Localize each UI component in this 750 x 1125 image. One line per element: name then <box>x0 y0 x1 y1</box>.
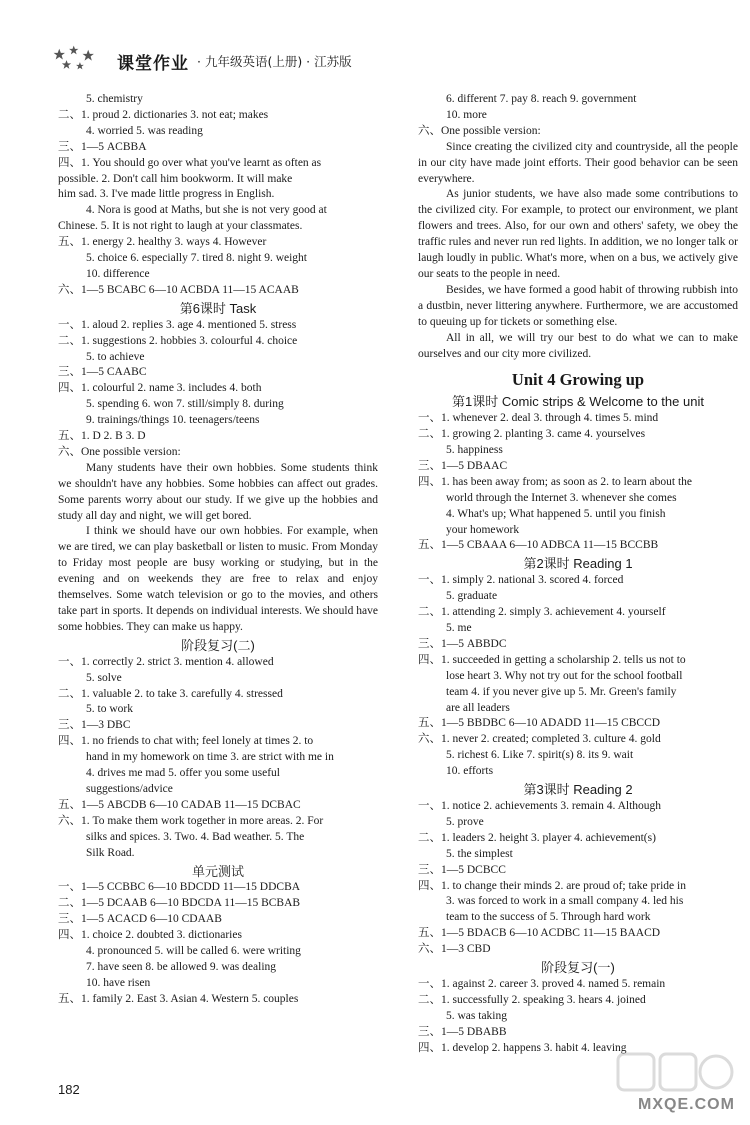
answer-line: suggestions/advice <box>86 782 173 795</box>
answer-line: are all leaders <box>446 701 510 714</box>
answer-line: 一、1—5 CCBBC 6—10 BDCDD 11—15 DDCBA <box>58 881 301 894</box>
answer-line: 5. spending 6. won 7. still/simply 8. during <box>86 398 284 411</box>
answer-line: 二、1. leaders 2. height 3. player 4. achievement(s) <box>418 831 656 844</box>
answer-line: 三、1—5 DBAAC <box>418 459 508 472</box>
answer-line: 三、1—5 ABBDC <box>418 637 507 650</box>
answer-line: 5. to achieve <box>86 350 145 363</box>
answer-line: 5. chemistry <box>86 93 143 105</box>
answer-line: 六、1—5 BCABC 6—10 ACBDA 11—15 ACAAB <box>58 283 299 296</box>
answer-line: 四、1. to change their minds 2. are proud of; take pride in <box>418 879 686 892</box>
section-heading: 阶段复习(二) <box>181 637 255 653</box>
essay-paragraph: All in all, we will try our best to do what we can to make ourselves and our city more civilized. <box>418 331 738 360</box>
answer-line: 10. more <box>446 108 487 121</box>
section-heading: 第6课时 Task <box>179 300 257 316</box>
answer-line: 六、1. never 2. created; completed 3. culture 4. gold <box>418 733 661 746</box>
answer-line: 二、1. proud 2. dictionaries 3. not eat; makes <box>58 108 269 121</box>
answer-line: 五、1—5 BDACB 6—10 ACDBC 11—15 BAACD <box>418 927 661 940</box>
answer-line: 10. difference <box>86 267 150 280</box>
answer-line: 二、1. successfully 2. speaking 3. hears 4. joined <box>418 993 646 1006</box>
answer-line: 5. me <box>446 622 472 634</box>
section-heading: 第3课时 Reading 2 <box>523 782 633 798</box>
answer-line: 二、1—5 DCAAB 6—10 BDCDA 11—15 BCBAB <box>58 897 301 910</box>
essay-paragraph: I think we should have our own hobbies. For example, when we are tired, we can play basketball or listen to music. From Monday to Friday most people are busy working or studying, but in the evening and on weekends they are free to relax and enjoy themselves. Some watch television or go to the movies, and others take part in sports. It depends on individual interests. We should have some hobbies. They can make us happy. <box>58 525 378 633</box>
answer-line: 二、1. attending 2. simply 3. achievement 4. yourself <box>418 606 666 619</box>
answer-line: 三、1—3 DBC <box>58 719 131 732</box>
answer-line: 4. drives me mad 5. offer you some useful <box>86 767 280 780</box>
answer-line: 四、1. colourful 2. name 3. includes 4. both <box>58 382 262 395</box>
answer-line: 五、1—5 CBAAA 6—10 ADBCA 11—15 BCCBB <box>418 539 659 552</box>
answer-line: 9. trainings/things 10. teenagers/teens <box>86 414 260 427</box>
unit-title: Unit 4 Growing up <box>511 370 645 390</box>
page-number: 182 <box>58 1082 80 1097</box>
page-header <box>55 44 352 78</box>
answer-line: team to the success of 5. Through hard work <box>446 911 651 924</box>
answer-line: 六、1. To make them work together in more areas. 2. For <box>58 814 324 827</box>
answer-line: 4. Nora is good at Maths, but she is not very good at <box>86 204 327 217</box>
answer-line: 一、1. simply 2. national 3. scored 4. forced <box>418 574 624 587</box>
answer-line: 一、1. aloud 2. replies 3. age 4. mentioned 5. stress <box>58 318 297 331</box>
answer-line: 5. solve <box>86 671 122 684</box>
answer-line: 三、1—5 DCBCC <box>418 863 506 876</box>
answer-line: 5. richest 6. Like 7. spirit(s) 8. its 9. wait <box>446 749 634 762</box>
answer-line: 五、1. family 2. East 3. Asian 4. Western 5. couples <box>58 992 299 1005</box>
answer-line: 7. have seen 8. be allowed 9. was dealing <box>86 960 277 973</box>
answer-line: 一、1. against 2. career 3. proved 4. named 5. remain <box>418 977 666 990</box>
section-heading: 第1课时 Comic strips & Welcome to the unit <box>452 394 704 410</box>
answer-line: 二、1. suggestions 2. hobbies 3. colourful 4. choice <box>58 334 298 347</box>
answer-line: 六、One possible version: <box>418 124 541 137</box>
answer-line: 5. the simplest <box>446 847 513 860</box>
answer-line: 4. What's up; What happened 5. until you finish <box>446 507 666 520</box>
essay-paragraph: Since creating the civilized city and countryside, all the people in our city have made joint efforts. Their good behavior can be seen everywhere. <box>418 140 738 185</box>
answer-column-left <box>58 92 378 1008</box>
answer-line: possible. 2. Don't call him bookworm. It will make <box>58 172 293 185</box>
answer-line: 四、1. develop 2. happens 3. habit 4. leaving <box>418 1041 627 1054</box>
answer-line: 10. efforts <box>446 765 494 778</box>
answer-line: 10. have risen <box>86 976 151 989</box>
answer-line: 五、1—5 ABCDB 6—10 CADAB 11—15 DCBAC <box>58 798 301 811</box>
answer-line: your homework <box>446 523 520 536</box>
answer-line: 5. was taking <box>446 1009 508 1022</box>
answer-line: Silk Road. <box>86 846 135 859</box>
answer-line: 5. to work <box>86 703 133 716</box>
answer-line: 四、1. no friends to chat with; feel lonely at times 2. to <box>58 735 314 748</box>
answer-line: 四、1. succeeded in getting a scholarship 2. tells us not to <box>418 653 686 666</box>
section-heading: 单元测试 <box>191 863 244 879</box>
answer-line: 三、1—5 CAABC <box>58 366 147 379</box>
answer-line: 二、1. valuable 2. to take 3. carefully 4. stressed <box>58 687 283 700</box>
answer-line: 四、1. has been away from; as soon as 2. to learn about the <box>418 475 693 488</box>
essay-paragraph: As junior students, we have also made some contributions to the civilized city. For example, to protect our environment, we plant flowers and trees. Also, for our own and others' safety, we obey the traffic rules and never run red lights. In addition, we no longer talk or laugh loudly in public. What's more, when on a bus, we actively give our seats to the people in need. <box>418 188 738 280</box>
answer-line: 4. worried 5. was reading <box>86 124 203 137</box>
answer-line: 一、1. whenever 2. deal 3. through 4. times 5. mind <box>418 412 659 425</box>
answer-line: 三、1—5 DBABB <box>418 1025 507 1038</box>
answer-line: 5. prove <box>446 815 484 828</box>
answer-line: 5. happiness <box>446 444 503 457</box>
answer-line: 4. pronounced 5. will be called 6. were writing <box>86 945 301 958</box>
answer-line: silks and spices. 3. Two. 4. Bad weather. 5. The <box>86 830 305 843</box>
answer-line: 一、1. correctly 2. strict 3. mention 4. allowed <box>58 655 274 668</box>
answer-line: hand in my homework on time 3. are strict with me in <box>86 751 334 764</box>
section-heading: 第2课时 Reading 1 <box>523 556 633 572</box>
answer-line: him sad. 3. I've made little progress in English. <box>58 188 275 201</box>
answer-line: team 4. if you never give up 5. Mr. Green's family <box>446 685 677 698</box>
essay-paragraph: Many students have their own hobbies. Some students think we shouldn't have any hobbies. Some hobbies can affect out grades. Some parents worry about our study. If we give up the hobbies and study all day and night, we will get bored. <box>58 461 378 522</box>
answer-line: world through the Internet 3. whenever she comes <box>446 491 677 504</box>
brand-title: 课堂作业 <box>117 53 189 74</box>
watermark-text: MXQE.COM <box>638 1096 735 1113</box>
answer-line: 四、1. You should go over what you've learnt as often as <box>58 156 322 169</box>
essay-paragraph: Besides, we have formed a good habit of throwing rubbish into a dustbin, never littering anywhere. Furthermore, we are accustomed to queuing up for tickets or something else. <box>418 283 738 328</box>
stars-decoration-icon <box>51 42 113 74</box>
answer-line: 三、1—5 ACACD 6—10 CDAAB <box>58 913 222 926</box>
answer-line: 四、1. choice 2. doubted 3. dictionaries <box>58 929 242 942</box>
book-subtitle: · 九年级英语(上册) · 江苏版 <box>197 54 352 69</box>
answer-line: 六、1—3 CBD <box>418 943 491 956</box>
answer-line: 3. was forced to work in a small company 4. led his <box>446 895 684 908</box>
answer-line: 5. graduate <box>446 590 498 603</box>
answer-line: lose heart 3. Why not try out for the school football <box>446 669 683 682</box>
answer-line: 五、1. energy 2. healthy 3. ways 4. However <box>58 236 267 249</box>
section-heading: 阶段复习(一) <box>541 960 615 976</box>
answer-line: 六、One possible version: <box>58 445 181 458</box>
answer-line: 5. choice 6. especially 7. tired 8. night 9. weight <box>86 252 307 265</box>
answer-line: 三、1—5 ACBBA <box>58 140 147 153</box>
answer-line: Chinese. 5. It is not right to laugh at your classmates. <box>58 220 303 233</box>
answer-line: 一、1. notice 2. achievements 3. remain 4. Although <box>418 799 662 812</box>
answer-column-right <box>418 92 738 1056</box>
answer-line: 二、1. growing 2. planting 3. came 4. yourselves <box>418 428 646 441</box>
answer-line: 五、1—5 BBDBC 6—10 ADADD 11—15 CBCCD <box>418 717 661 730</box>
answer-line: 五、1. D 2. B 3. D <box>58 430 146 443</box>
answer-line: 6. different 7. pay 8. reach 9. government <box>446 93 637 105</box>
